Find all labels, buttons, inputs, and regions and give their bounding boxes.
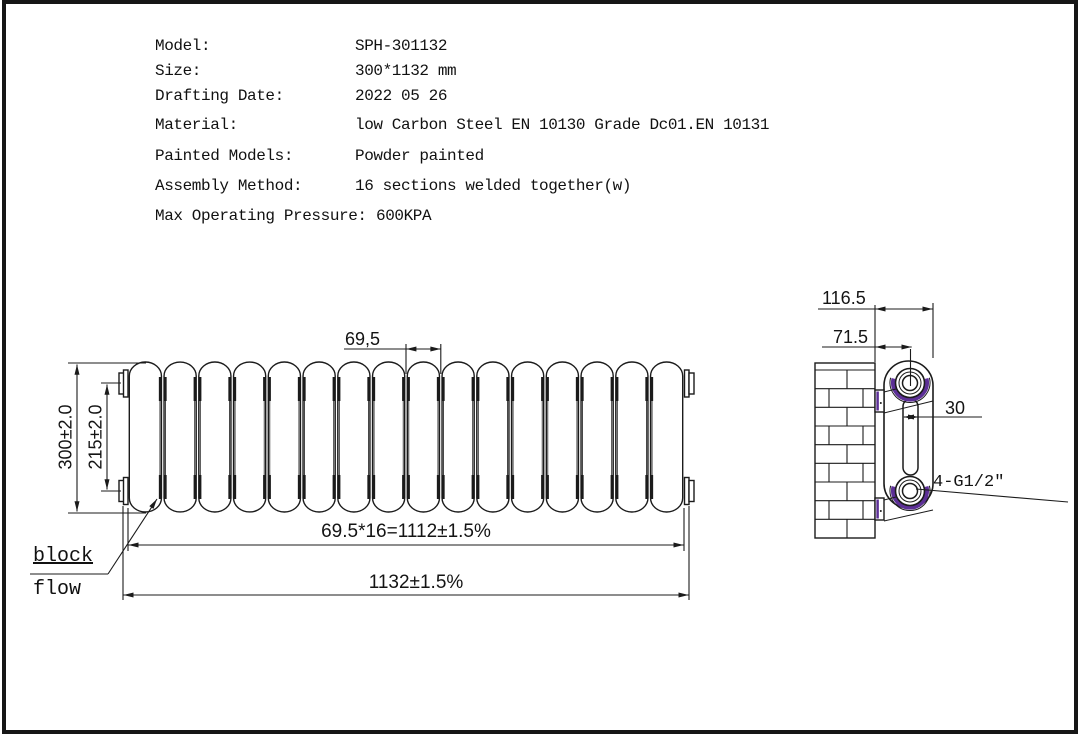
note-block: block — [33, 545, 94, 568]
note-flow: flow — [33, 578, 82, 601]
spec-value: 16 sections welded together(w) — [355, 177, 632, 195]
port-thread-label: 4-G1/2″ — [933, 473, 1005, 492]
spec-label: Assembly Method: — [155, 177, 303, 195]
spec-value: 2022 05 26 — [355, 87, 448, 105]
dim-label-depth: 116.5 — [822, 288, 866, 308]
pipe-ports — [896, 369, 925, 506]
spec-value: SPH-301132 — [355, 37, 448, 55]
radiator-sections — [129, 362, 682, 512]
spec-value: 600KPA — [376, 207, 432, 225]
spec-label: Max Operating Pressure: — [155, 207, 367, 225]
spec-value: Powder painted — [355, 147, 484, 165]
spec-label: Painted Models: — [155, 147, 294, 165]
dim-label-overall-width: 1132±1.5% — [368, 572, 464, 593]
spec-label: Drafting Date: — [155, 87, 284, 105]
spec-label: Size: — [155, 62, 202, 80]
spec-value: 300*1132 mm — [355, 62, 457, 80]
dim-label-waterway: 30 — [945, 398, 966, 418]
dim-label-section-width: 69,5 — [345, 329, 381, 349]
spec-label: Material: — [155, 116, 238, 134]
dim-label-pack-width: 69.5*16=1112±1.5% — [321, 521, 491, 542]
front-view — [30, 344, 694, 600]
spec-label: Model: — [155, 37, 211, 55]
dim-label-wall-to-port: 71.5 — [833, 327, 869, 347]
dim-label-height: 300±2.0 — [55, 404, 76, 470]
spec-value: low Carbon Steel EN 10130 Grade Dc01.EN 10131 — [355, 116, 770, 134]
dim-label-port-spacing: 215±2.0 — [85, 404, 106, 470]
